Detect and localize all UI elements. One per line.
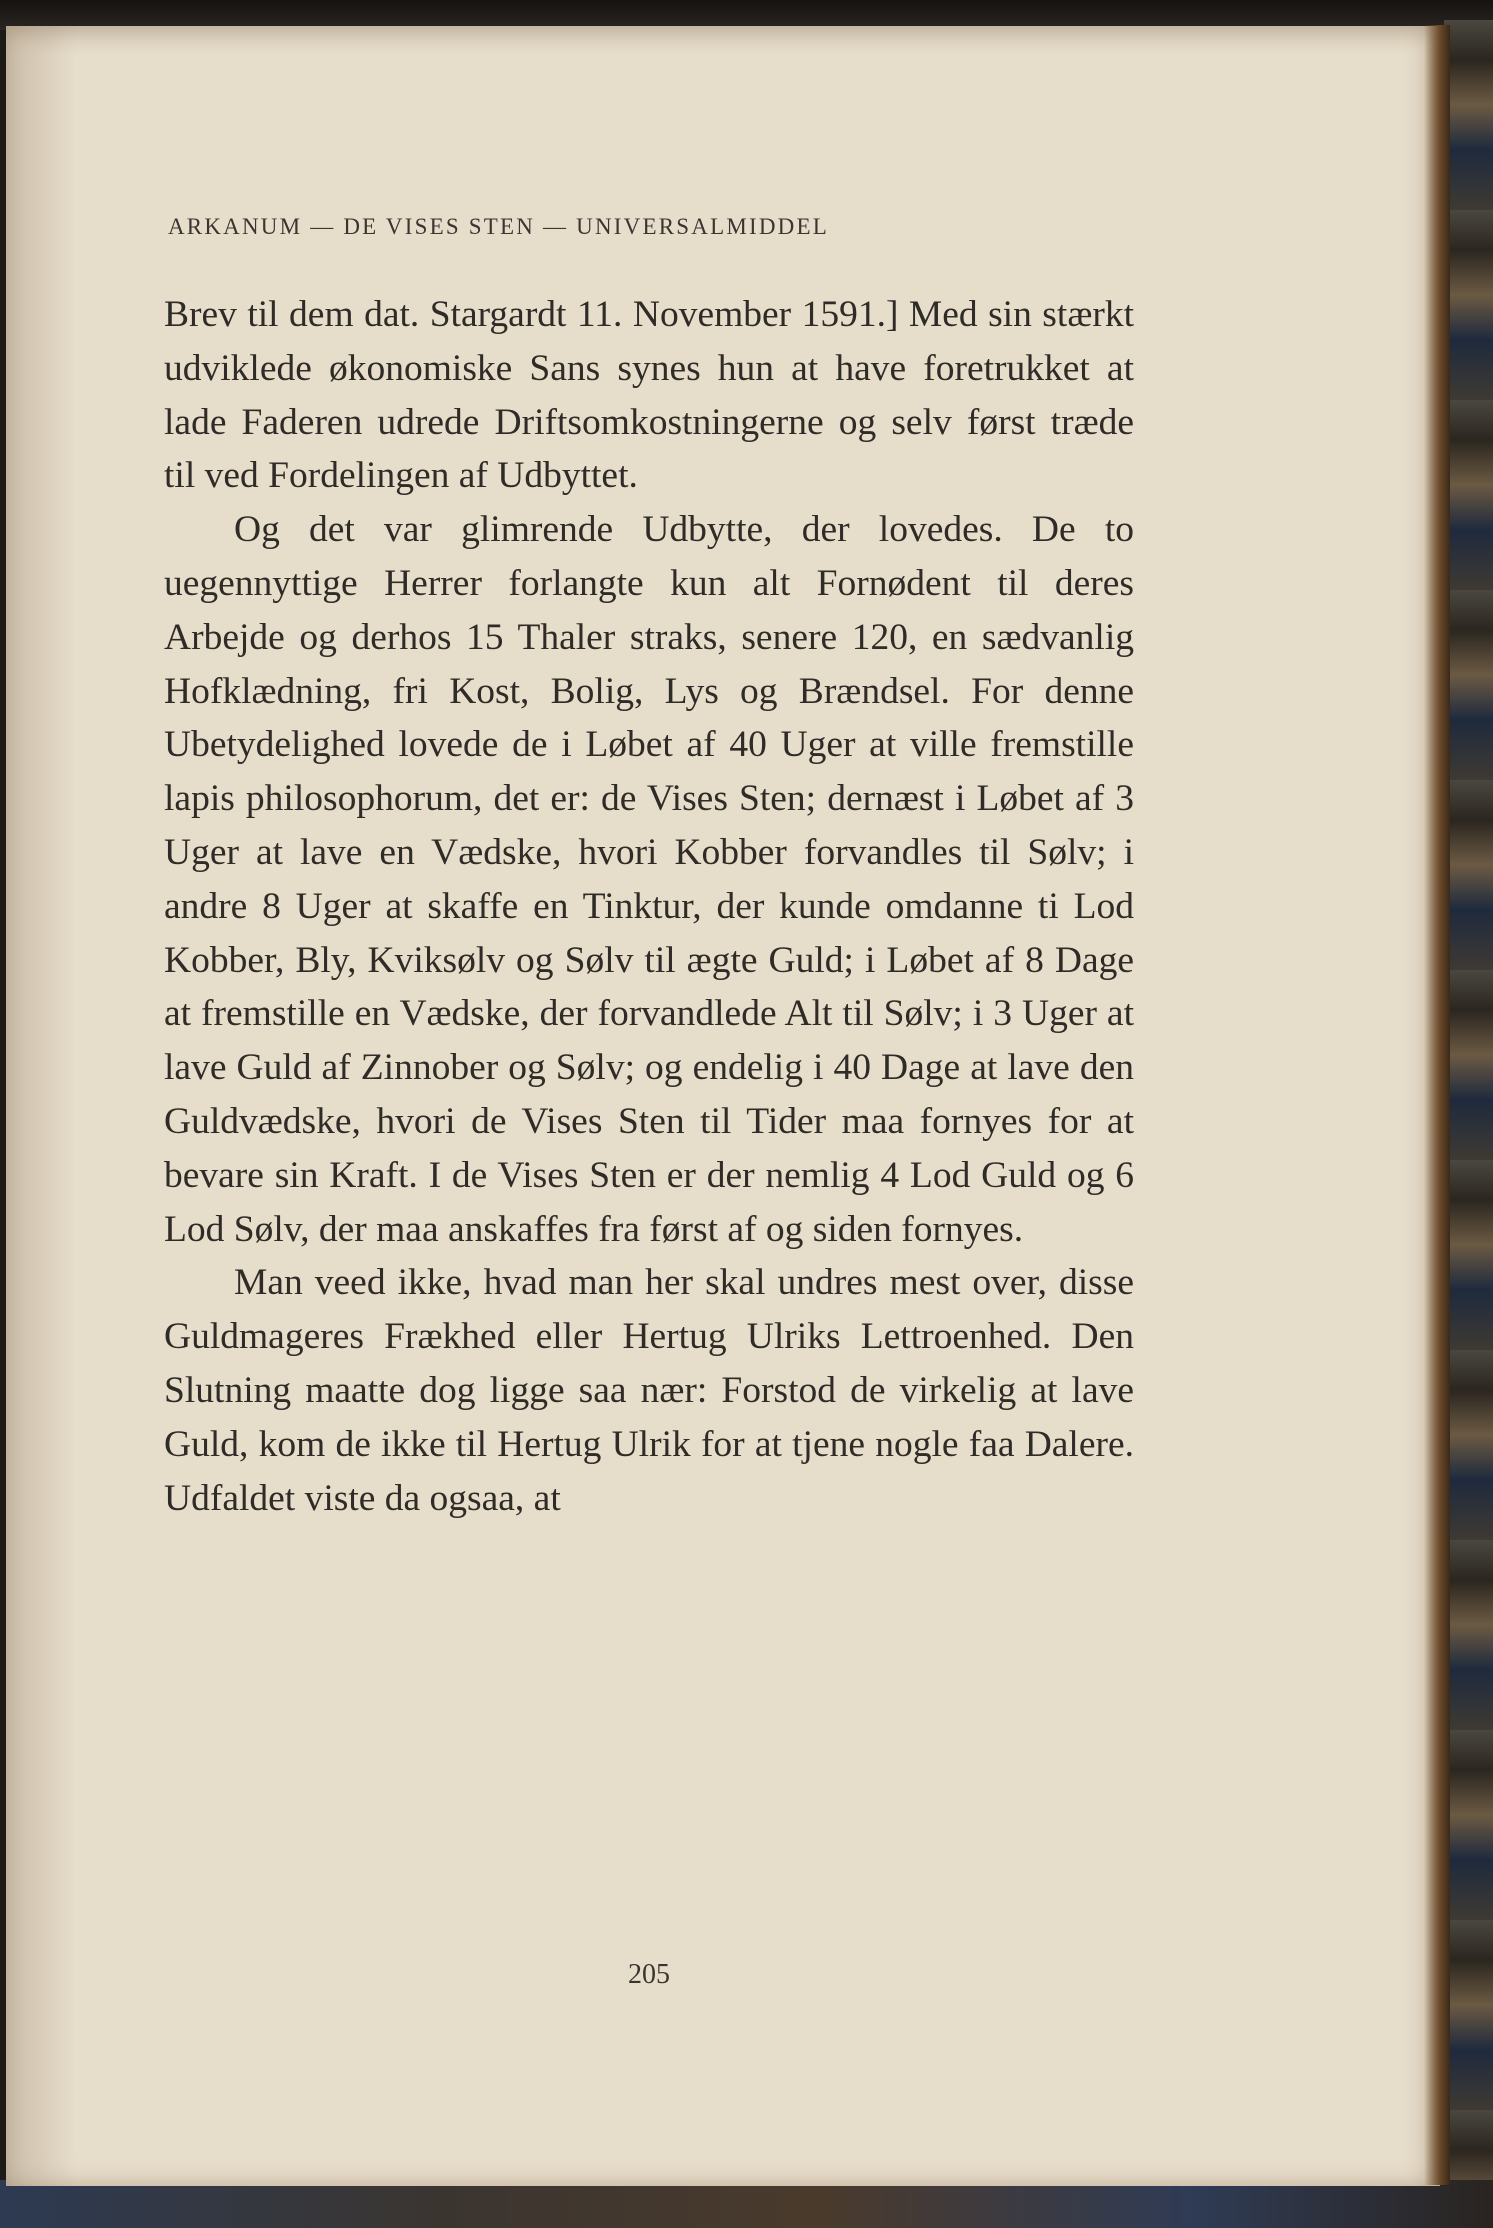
running-head: ARKANUM — DE VISES STEN — UNIVERSALMIDDEL bbox=[168, 214, 829, 239]
page-number: 205 bbox=[628, 1959, 670, 1990]
book-page bbox=[6, 26, 1440, 2186]
page-gutter-shadow bbox=[1424, 25, 1450, 2185]
paragraph-3: Man veed ikke, hvad man her skal undres mest over, disse Guldmageres Frækhed eller Hertug Ulriks Lettroenhed. Den Slutning maatte dog ligge saa nær: Forstod de virkelig at lave Guld, kom de ikke til Hertug Ulrik for at tjene nogle faa Dalere. Udfaldet viste da ogsaa, at bbox=[164, 1262, 1134, 1519]
paragraph-1: Brev til dem dat. Stargardt 11. November 1591.] Med sin stærkt udviklede økonomiske Sans synes hun at have foretrukket at lade Faderen udrede Driftsomkostningerne og selv først træde til ved Fordelingen af Udbyttet. bbox=[164, 294, 1134, 497]
body-text bbox=[164, 288, 1134, 1525]
paragraph-2: Og det var glimrende Udbytte, der lovedes. De to uegennyttige Herrer forlangte kun alt Fornødent til deres Arbejde og derhos 15 Thaler straks, senere 120, en sædvanlig Hofklædning, fri Kost, Bolig, Lys og Brændsel. For denne Ubetydelighed lovede de i Løbet af 40 Uger at ville fremstille lapis philosophorum, det er: de Vises Sten; dernæst i Løbet af 3 Uger at lave en Vædske, hvori Kobber forvandles til Sølv; i andre 8 Uger at skaffe en Tinktur, der kunde omdanne ti Lod Kobber, Bly, Kviksølv og Sølv til ægte Guld; i Løbet af 8 Dage at fremstille en Vædske, der forvandlede Alt til Sølv; i 3 Uger at lave Guld af Zinnober og Sølv; og endelig i 40 Dage at lave den Guldvædske, hvori de Vises Sten til Tider maa fornyes for at bevare sin Kraft. I de Vises Sten er der nemlig 4 Lod Guld og 6 Lod Sølv, der maa anskaffes fra først af og siden fornyes. bbox=[164, 509, 1134, 1250]
book-bottom-edge bbox=[0, 2180, 1493, 2228]
book-cover-edge bbox=[1444, 20, 1493, 2190]
